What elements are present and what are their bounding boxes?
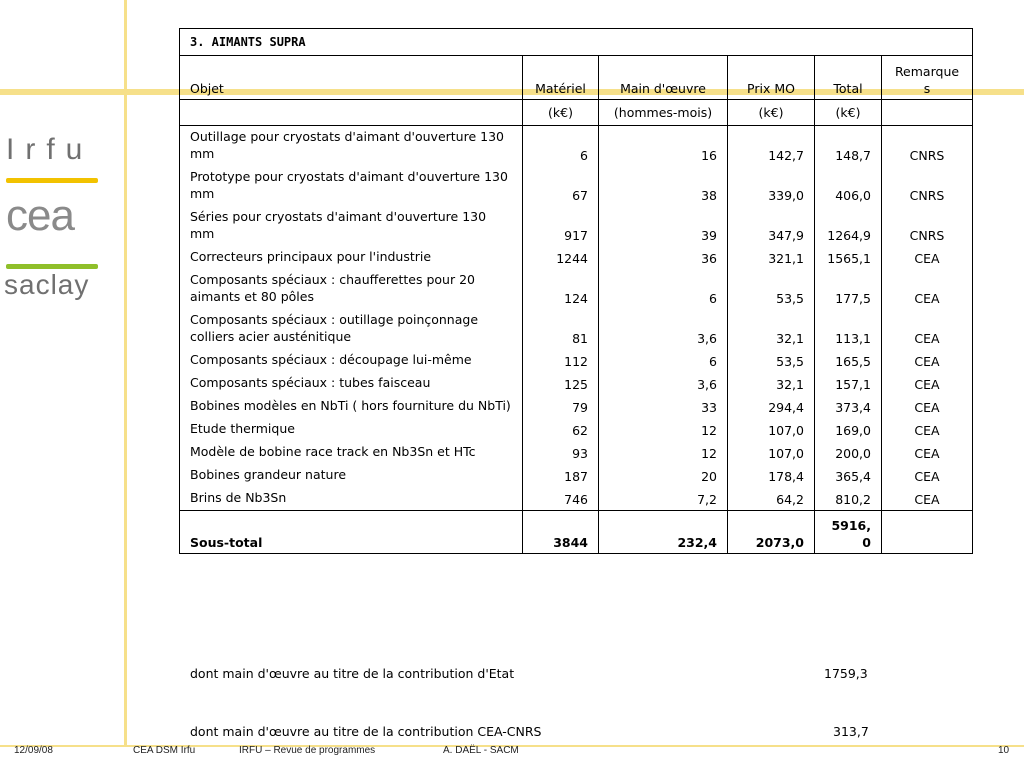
cell-materiel: 746 — [523, 487, 599, 511]
table-row — [180, 309, 973, 349]
cell-total: 165,5 — [815, 349, 882, 372]
cell-total: 148,7 — [815, 126, 882, 167]
cell-main-oeuvre: 3,6 — [599, 372, 728, 395]
subtotal-row — [180, 511, 973, 554]
cell-remarques: CNRS — [882, 206, 973, 246]
cell-remarques: CEA — [882, 418, 973, 441]
header-prix-mo: Prix MO — [728, 56, 815, 100]
table-row — [180, 349, 973, 372]
header-main-oeuvre: Main d'œuvre — [599, 56, 728, 100]
cell-total: 1565,1 — [815, 246, 882, 269]
cell-materiel: 917 — [523, 206, 599, 246]
table-row — [180, 269, 973, 309]
logo-cea: cea — [6, 191, 74, 240]
cell-main-oeuvre: 6 — [599, 269, 728, 309]
cell-total: 373,4 — [815, 395, 882, 418]
cell-remarques: CEA — [882, 269, 973, 309]
cell-main-oeuvre: 33 — [599, 395, 728, 418]
cell-remarques: CEA — [882, 246, 973, 269]
cell-prix-mo: 347,9 — [728, 206, 815, 246]
cell-main-oeuvre: 39 — [599, 206, 728, 246]
vertical-accent-line — [124, 0, 127, 746]
table-row — [180, 372, 973, 395]
cell-objet: Bobines modèles en NbTi ( hors fourniture du NbTi) — [180, 395, 523, 418]
cell-remarques: CEA — [882, 372, 973, 395]
table-row — [180, 441, 973, 464]
cell-objet: Composants spéciaux : tubes faisceau — [180, 372, 523, 395]
cell-prix-mo: 294,4 — [728, 395, 815, 418]
cell-main-oeuvre: 7,2 — [599, 487, 728, 511]
cell-objet: Etude thermique — [180, 418, 523, 441]
cell-materiel: 1244 — [523, 246, 599, 269]
cell-total: 200,0 — [815, 441, 882, 464]
header-remarques: Remarques — [882, 56, 973, 100]
cell-remarques: CEA — [882, 309, 973, 349]
cell-remarques: CEA — [882, 487, 973, 511]
unit-objet-empty — [180, 100, 523, 126]
note-cea-cnrs-label: dont main d'œuvre au titre de la contribution CEA-CNRS — [190, 724, 542, 739]
irfu-cea-saclay-logo — [0, 128, 110, 308]
cell-objet: Outillage pour cryostats d'aimant d'ouverture 130 mm — [180, 126, 523, 167]
logo-bar-top — [6, 178, 98, 183]
cell-prix-mo: 339,0 — [728, 166, 815, 206]
cell-prix-mo: 53,5 — [728, 349, 815, 372]
subtotal-remarques — [882, 511, 973, 554]
table-row — [180, 418, 973, 441]
cell-materiel: 81 — [523, 309, 599, 349]
cell-prix-mo: 107,0 — [728, 418, 815, 441]
cell-remarques: CNRS — [882, 166, 973, 206]
footer-page-number: 10 — [998, 745, 1010, 756]
cell-prix-mo: 321,1 — [728, 246, 815, 269]
cell-main-oeuvre: 20 — [599, 464, 728, 487]
cell-objet: Modèle de bobine race track en Nb3Sn et HTc — [180, 441, 523, 464]
cell-objet: Composants spéciaux : découpage lui-même — [180, 349, 523, 372]
footer-event: IRFU – Revue de programmes — [239, 745, 376, 756]
cell-materiel: 112 — [523, 349, 599, 372]
cell-total: 406,0 — [815, 166, 882, 206]
cell-total: 113,1 — [815, 309, 882, 349]
subtotal-materiel: 3844 — [523, 511, 599, 554]
subtotal-total: 5916,0 — [815, 511, 882, 554]
table-row — [180, 126, 973, 167]
footer-org: CEA DSM Irfu — [133, 745, 196, 756]
cell-objet: Composants spéciaux : outillage poinçonnage colliers acier austénitique — [180, 309, 523, 349]
cell-main-oeuvre: 16 — [599, 126, 728, 167]
cell-total: 177,5 — [815, 269, 882, 309]
cell-prix-mo: 64,2 — [728, 487, 815, 511]
footer-author: A. DAËL - SACM — [443, 745, 519, 756]
cell-total: 810,2 — [815, 487, 882, 511]
cell-main-oeuvre: 3,6 — [599, 309, 728, 349]
cell-prix-mo: 32,1 — [728, 372, 815, 395]
table-row — [180, 166, 973, 206]
cell-main-oeuvre: 6 — [599, 349, 728, 372]
table-row — [180, 246, 973, 269]
cell-materiel: 6 — [523, 126, 599, 167]
note-cea-cnrs-value: 313,7 — [833, 724, 869, 739]
cell-main-oeuvre: 12 — [599, 441, 728, 464]
cell-main-oeuvre: 12 — [599, 418, 728, 441]
cell-total: 1264,9 — [815, 206, 882, 246]
cell-main-oeuvre: 38 — [599, 166, 728, 206]
subtotal-main-oeuvre: 232,4 — [599, 511, 728, 554]
unit-materiel: (k€) — [523, 100, 599, 126]
footer-date: 12/09/08 — [14, 745, 53, 756]
unit-main-oeuvre: (hommes-mois) — [599, 100, 728, 126]
header-materiel: Matériel — [523, 56, 599, 100]
cell-materiel: 187 — [523, 464, 599, 487]
cell-materiel: 93 — [523, 441, 599, 464]
cell-remarques: CEA — [882, 441, 973, 464]
logo-irfu: Irfu — [6, 133, 94, 166]
cell-main-oeuvre: 36 — [599, 246, 728, 269]
aimants-supra-table — [179, 28, 973, 554]
cell-objet: Correcteurs principaux pour l'industrie — [180, 246, 523, 269]
cell-objet: Brins de Nb3Sn — [180, 487, 523, 511]
table-row — [180, 464, 973, 487]
header-total: Total — [815, 56, 882, 100]
logo-saclay: saclay — [4, 269, 90, 300]
cell-remarques: CEA — [882, 464, 973, 487]
cell-remarques: CEA — [882, 395, 973, 418]
cell-objet: Bobines grandeur nature — [180, 464, 523, 487]
cell-remarques: CNRS — [882, 126, 973, 167]
cell-total: 169,0 — [815, 418, 882, 441]
table-row — [180, 395, 973, 418]
unit-prix-mo: (k€) — [728, 100, 815, 126]
note-etat-value: 1759,3 — [824, 666, 868, 681]
cell-materiel: 62 — [523, 418, 599, 441]
table-row — [180, 206, 973, 246]
cell-prix-mo: 32,1 — [728, 309, 815, 349]
cell-objet: Prototype pour cryostats d'aimant d'ouverture 130 mm — [180, 166, 523, 206]
cell-remarques: CEA — [882, 349, 973, 372]
unit-total: (k€) — [815, 100, 882, 126]
cell-total: 365,4 — [815, 464, 882, 487]
cell-total: 157,1 — [815, 372, 882, 395]
cell-objet: Séries pour cryostats d'aimant d'ouverture 130 mm — [180, 206, 523, 246]
note-etat-label: dont main d'œuvre au titre de la contribution d'Etat — [190, 666, 515, 681]
item-rows — [180, 126, 973, 511]
table-title: 3. AIMANTS SUPRA — [180, 29, 973, 56]
cell-materiel: 79 — [523, 395, 599, 418]
cell-materiel: 124 — [523, 269, 599, 309]
subtotal-prix-mo: 2073,0 — [728, 511, 815, 554]
subtotal-label: Sous-total — [180, 511, 523, 554]
cell-materiel: 125 — [523, 372, 599, 395]
cell-objet: Composants spéciaux : chaufferettes pour 20 aimants et 80 pôles — [180, 269, 523, 309]
cell-prix-mo: 107,0 — [728, 441, 815, 464]
header-objet: Objet — [180, 56, 523, 100]
unit-remarques-empty — [882, 100, 973, 126]
table-row — [180, 487, 973, 511]
cell-prix-mo: 53,5 — [728, 269, 815, 309]
cell-materiel: 67 — [523, 166, 599, 206]
cell-prix-mo: 178,4 — [728, 464, 815, 487]
cell-prix-mo: 142,7 — [728, 126, 815, 167]
